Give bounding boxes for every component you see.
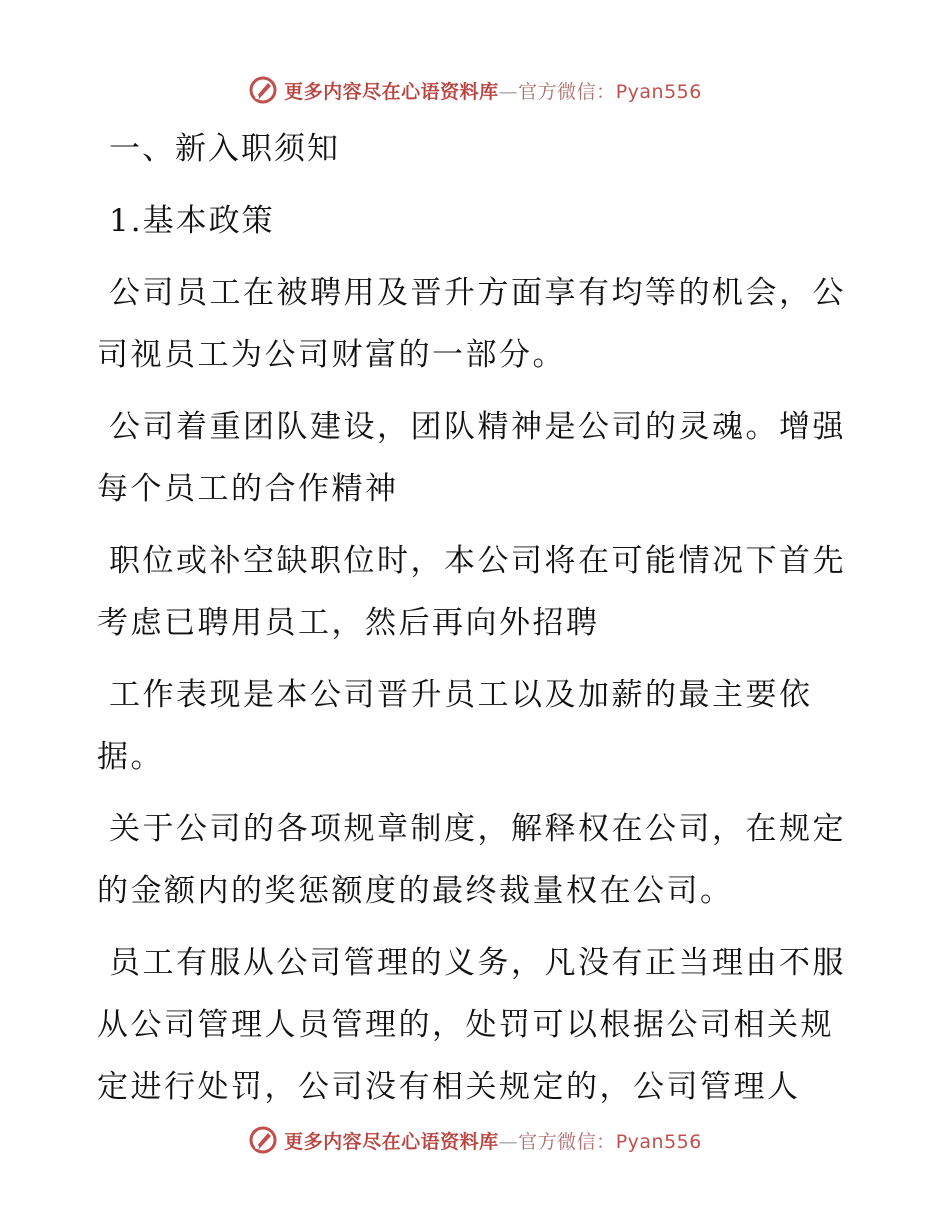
pen-logo-icon: [248, 1125, 278, 1155]
subsection-title: 1.基本政策: [109, 203, 275, 239]
header-watermark: [0, 70, 950, 110]
pen-logo-icon: [248, 75, 278, 105]
watermark-dash: —: [498, 80, 519, 103]
paragraph: 职位或补空缺职位时，本公司将在可能情况下首先考虑已聘用员工，然后再向外招聘: [97, 543, 846, 641]
watermark-text: [284, 77, 702, 104]
watermark-wechat-label: 官方微信：: [518, 1130, 616, 1153]
document-body: [97, 118, 857, 1118]
watermark-dash: —: [498, 1130, 519, 1153]
watermark-wechat-label: 官方微信：: [518, 80, 616, 103]
paragraph: 关于公司的各项规章制度，解释权在公司，在规定的金额内的奖惩额度的最终裁量权在公司。: [97, 811, 846, 909]
watermark-main: 更多内容尽在心语资料库: [284, 1130, 499, 1153]
watermark-main: 更多内容尽在心语资料库: [284, 80, 499, 103]
footer-watermark: [0, 1120, 950, 1160]
paragraph: 工作表现是本公司晋升员工以及加薪的最主要依据。: [97, 677, 813, 775]
paragraph: 公司着重团队建设，团队精神是公司的灵魂。增强每个员工的合作精神: [97, 409, 846, 507]
section-title: 一、新入职须知: [109, 131, 340, 167]
paragraph: 公司员工在被聘用及晋升方面享有均等的机会，公司视员工为公司财富的一部分。: [97, 275, 846, 373]
watermark-wechat-id: Pyan556: [615, 80, 702, 103]
paragraph: 员工有服从公司管理的义务，凡没有正当理由不服从公司管理人员管理的，处罚可以根据公司相关规定进行处罚，公司没有相关规定的，公司管理人: [97, 945, 846, 1105]
watermark-wechat-id: Pyan556: [615, 1130, 702, 1153]
watermark-text: [284, 1127, 702, 1154]
